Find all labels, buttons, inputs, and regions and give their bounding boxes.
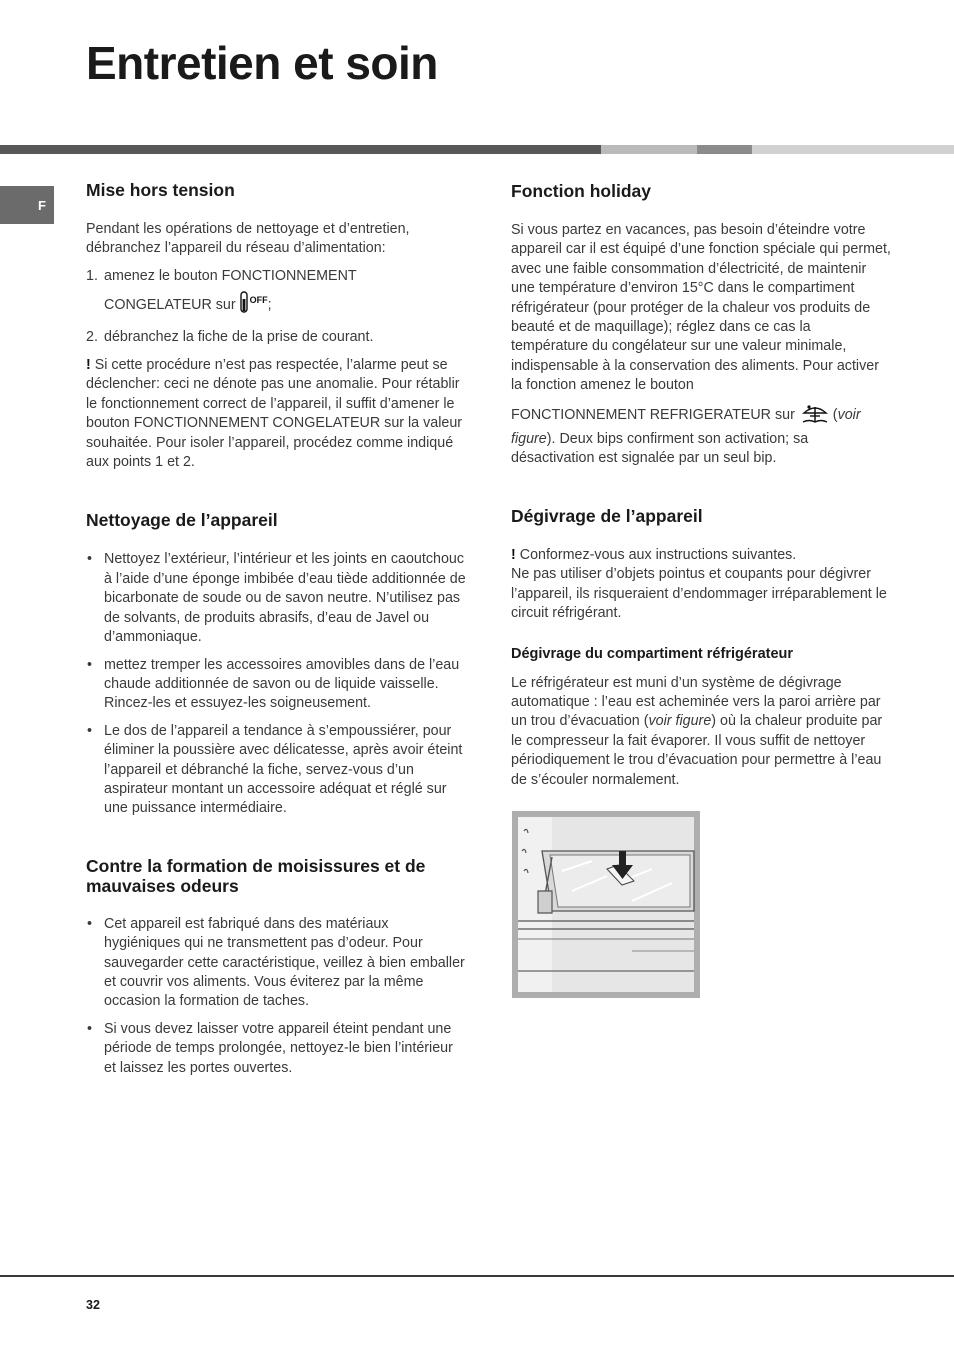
header-bar-mid <box>697 145 752 154</box>
step-1-end: ; <box>267 297 272 314</box>
step-2-number: 2. <box>86 328 98 345</box>
list-item: • Le dos de l’appareil a tendance à s’empoussiérer, pour éliminer la poussière avec délicatesse, après avoir éteint l’appareil et débranché la fiche, servez-vous d’un aspirateur montant un accessoire adéquat et réglé sur une puissance intermédiaire. <box>86 722 466 819</box>
step-2 <box>86 328 466 347</box>
holiday-line2-paren: ( <box>828 406 838 423</box>
step-1 <box>86 267 466 320</box>
holiday-umbrella-icon <box>801 402 829 430</box>
compartiment-text-a: Le réfrigérateur est muni d’un système de dégivrage automatique : l’eau est acheminée vers la paroi arrière par un trou d’évacuation ( <box>511 674 881 730</box>
right-column <box>511 181 891 790</box>
compartiment-paragraph <box>511 674 891 790</box>
heading-moisissures: Contre la formation de moisissures et de mauvaises odeurs <box>86 855 426 896</box>
left-column <box>86 180 466 1078</box>
footer-rule <box>0 1275 954 1277</box>
list-item: • mettez tremper les accessoires amovibles dans de l’eau chaude additionnée de savon ou de liquide vaisselle. Rincez-les et essuyez-les soigneusement. <box>86 656 466 714</box>
header-bar-light-2 <box>752 145 954 154</box>
holiday-paragraph: Si vous partez en vacances, pas besoin d’éteindre votre appareil car il est équipé d’une fonction spéciale qui permet, avec une faible consommation d’électricité, de maintenir une température d’environ 15°C dans le compartiment réfrigérateur (pour protéger de la chaleur vos produits de beauté et de maquillage); réglez dans ce cas la température du congélateur sur une valeur minimale, indispensable à la conservation des aliments. Pour activer la fonction amenez le bouton <box>511 222 891 394</box>
warning-mark: ! <box>86 357 91 374</box>
compartiment-voir-figure: voir figure <box>648 713 712 730</box>
language-tab: F <box>0 186 54 224</box>
list-item: • Si vous devez laisser votre appareil éteint pendant une période de temps prolongée, nettoyez-le bien l’intérieur et laissez les portes ouvertes. <box>86 1020 466 1078</box>
step-1-number: 1. <box>86 267 98 284</box>
intro-paragraph: Pendant les opérations de nettoyage et d’entretien, débranchez l’appareil du réseau d’alimentation: <box>86 221 410 257</box>
warning-text: Si cette procédure n’est pas respectée, l’alarme peut se déclencher: ceci ne dénote pas une anomalie. Pour rétablir le fonctionnement correct de l’appareil, il suffit d’amener le bouton FONCTIONNEMENT CONGELATEUR sur la valeur souhaitée. Pour isoler l’appareil, procédez comme indiqué aux points 1 et 2. <box>86 357 463 471</box>
degivrage-paragraph: Ne pas utiliser d’objets pointus et coupants pour dégivrer l’appareil, ils risqueraient d’endommager irréparablement le circuit réfrigérant. <box>511 566 887 622</box>
subheading-compartiment: Dégivrage du compartiment réfrigérateur <box>511 645 794 662</box>
degivrage-warning <box>511 546 891 565</box>
degivrage-warning-text: Conformez-vous aux instructions suivantes. <box>515 546 797 563</box>
compartiment-text-b: ) où la chaleur produite par le compresseur la fait évaporer. Il vous suffit de nettoyer périodiquement le trou d’évacuation pour permettre à l’eau de s’écouler normalement. <box>511 713 883 788</box>
degivrage-warning-mark: ! <box>511 546 516 563</box>
holiday-voir-figure: voir figure <box>511 406 861 448</box>
page-number: 32 <box>86 1298 100 1312</box>
holiday-activation <box>511 402 891 469</box>
heading-mise-hors-tension: Mise hors tension <box>86 180 235 200</box>
header-bar-dark <box>0 145 601 154</box>
holiday-line2-a: FONCTIONNEMENT REFRIGERATEUR sur <box>511 406 795 423</box>
step-2-text: débranchez la fiche de la prise de courant. <box>104 328 374 345</box>
off-label: OFF <box>249 295 268 306</box>
step-1-line-b <box>104 291 466 319</box>
heading-degivrage: Dégivrage de l’appareil <box>511 505 703 526</box>
warning-paragraph <box>86 356 466 472</box>
page-title: Entretien et soin <box>86 37 438 89</box>
list-item: • Nettoyez l’extérieur, l’intérieur et les joints en caoutchouc à l’aide d’une éponge imbibée d’eau tiède additionnée de bicarbonate de soude ou de savon neutre. N’utilisez pas de solvants, de produits abrasifs, d’eau de Javel ou d’ammoniaque. <box>86 550 466 647</box>
step-1-line-a: amenez le bouton FONCTIONNEMENT <box>104 267 357 284</box>
off-knob-icon <box>240 291 248 319</box>
defrost-drain-illustration <box>512 811 700 998</box>
heading-nettoyage: Nettoyage de l’appareil <box>86 510 278 531</box>
step-1-text-b: CONGELATEUR sur <box>104 297 236 314</box>
header-bar-light-1 <box>601 145 697 154</box>
holiday-line2-rest: ). Deux bips confirment son activation; sa désactivation est signalée par un seul bip. <box>511 431 809 467</box>
heading-fonction-holiday: Fonction holiday <box>511 181 651 201</box>
list-item: • Cet appareil est fabriqué dans des matériaux hygiéniques qui ne transmettent pas d’odeur. Pour sauvegarder cette caractéristique, veillez à bien emballer et couvrir vos aliments. Vous éviterez par la même occasion la formation de taches. <box>86 915 466 1012</box>
